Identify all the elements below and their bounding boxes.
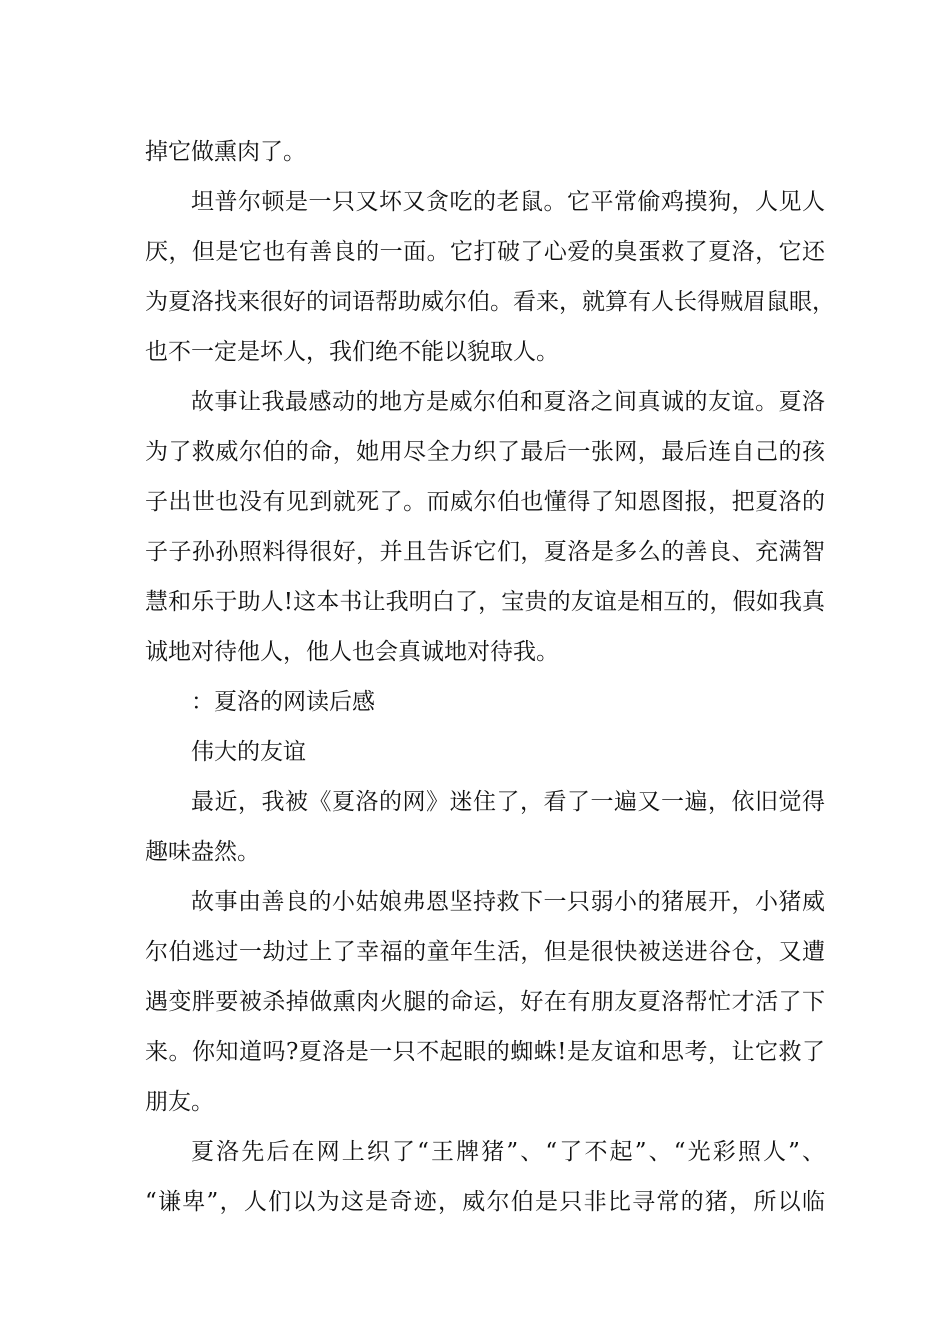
text-line-3: 厌，但是它也有善良的一面。它打破了心爱的臭蛋救了夏洛，它还 — [145, 239, 825, 265]
text-line-2: 坦普尔顿是一只又坏又贪吃的老鼠。它平常偷鸡摸狗，人见人 — [191, 189, 825, 215]
text-line-6: 故事让我最感动的地方是威尔伯和夏洛之间真诚的友谊。夏洛 — [191, 389, 825, 415]
text-line-1: 掉它做熏肉了。 — [145, 139, 306, 165]
text-line-20: 朋友。 — [145, 1089, 214, 1115]
text-line-8: 子出世也没有见到就死了。而威尔伯也懂得了知恩图报，把夏洛的 — [145, 489, 825, 515]
text-line-5: 也不一定是坏人，我们绝不能以貌取人。 — [145, 339, 559, 365]
text-line-18: 遇变胖要被杀掉做熏肉火腿的命运，好在有朋友夏洛帮忙才活了下 — [145, 989, 825, 1015]
text-line-21: 夏洛先后在网上织了“王牌猪”、“了不起”、“光彩照人”、 — [191, 1139, 825, 1165]
text-line-7: 为了救威尔伯的命，她用尽全力织了最后一张网，最后连自己的孩 — [145, 439, 825, 465]
text-line-17: 尔伯逃过一劫过上了幸福的童年生活，但是很快被送进谷仓，又遭 — [145, 939, 825, 965]
text-line-4: 为夏洛找来很好的词语帮助威尔伯。看来，就算有人长得贼眉鼠眼， — [145, 289, 835, 315]
text-line-16: 故事由善良的小姑娘弗恩坚持救下一只弱小的猪展开，小猪威 — [191, 889, 825, 915]
section-heading: ：夏洛的网读后感 — [191, 689, 375, 715]
text-line-14: 最近，我被《夏洛的网》迷住了，看了一遍又一遍，依旧觉得 — [191, 789, 825, 815]
text-line-9: 子子孙孙照料得很好，并且告诉它们，夏洛是多么的善良、充满智 — [145, 539, 825, 565]
text-line-19: 来。你知道吗?夏洛是一只不起眼的蜘蛛!是友谊和思考，让它救了 — [145, 1039, 825, 1065]
text-line-11: 诚地对待他人，他人也会真诚地对待我。 — [145, 639, 559, 665]
text-line-22: “谦卑”，人们以为这是奇迹，威尔伯是只非比寻常的猪，所以临 — [145, 1189, 825, 1215]
article-title: 伟大的友谊 — [191, 739, 306, 765]
text-line-10: 慧和乐于助人!这本书让我明白了，宝贵的友谊是相互的，假如我真 — [145, 589, 825, 615]
text-line-15: 趣味盎然。 — [145, 839, 260, 865]
